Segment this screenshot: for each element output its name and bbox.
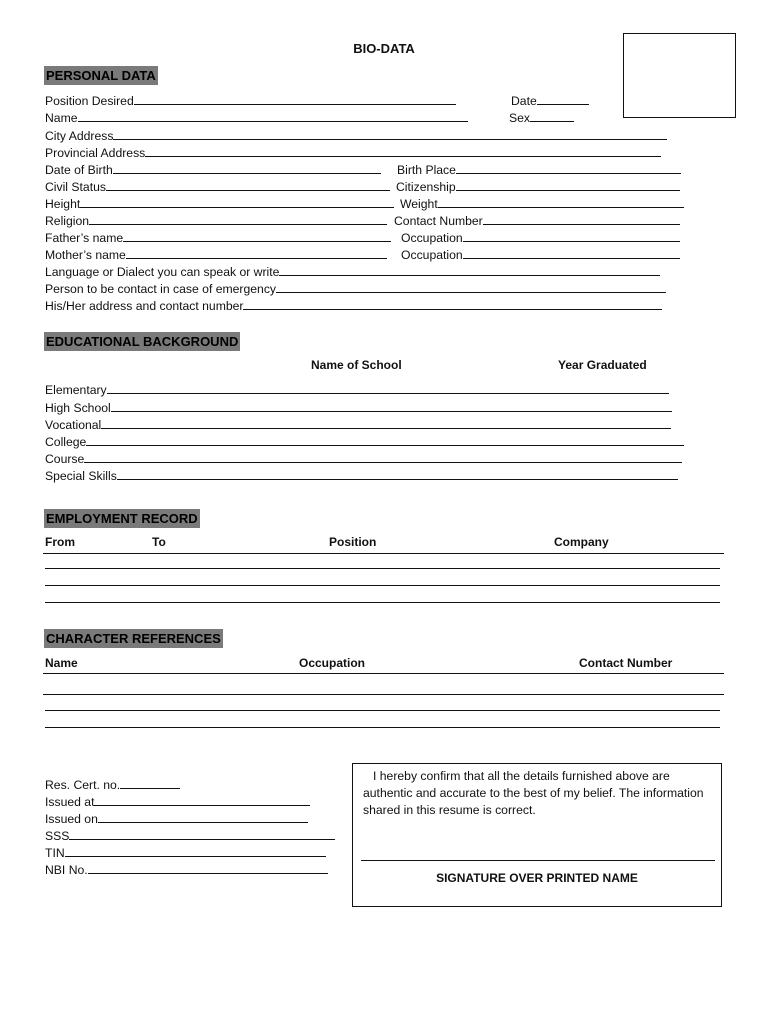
signature-label: SIGNATURE OVER PRINTED NAME <box>436 871 638 885</box>
col-position: Position <box>329 535 377 549</box>
position-desired-field[interactable]: Position Desired <box>45 91 456 108</box>
city-address-field[interactable]: City Address <box>45 126 667 143</box>
page-title: BIO-DATA <box>353 41 415 56</box>
nbi-field[interactable]: NBI No. <box>45 860 328 877</box>
employment-row-line[interactable] <box>45 585 720 586</box>
mother-occupation-field[interactable]: Occupation <box>401 245 680 262</box>
signature-line[interactable] <box>361 860 715 861</box>
date-field[interactable]: Date <box>511 91 589 108</box>
fathers-name-field[interactable]: Father’s name <box>45 228 391 245</box>
col-to: To <box>152 535 166 549</box>
language-field[interactable]: Language or Dialect you can speak or write <box>45 262 660 279</box>
name-field[interactable]: Name <box>45 108 468 125</box>
employment-row-line[interactable] <box>45 602 720 603</box>
sex-field[interactable]: Sex <box>509 108 574 125</box>
height-field[interactable]: Height <box>45 194 394 211</box>
photo-box[interactable] <box>623 33 736 118</box>
section-personal-data: PERSONAL DATA <box>46 68 156 83</box>
section-character-references: CHARACTER REFERENCES <box>46 631 221 646</box>
employment-row-line[interactable] <box>45 568 720 569</box>
issued-on-field[interactable]: Issued on <box>45 809 308 826</box>
sss-field[interactable]: SSS <box>45 826 335 843</box>
citizenship-field[interactable]: Citizenship <box>396 177 680 194</box>
religion-field[interactable]: Religion <box>45 211 387 228</box>
tin-field[interactable]: TIN <box>45 843 326 860</box>
col-name-of-school: Name of School <box>311 358 402 372</box>
issued-at-field[interactable]: Issued at <box>45 792 310 809</box>
vocational-field[interactable]: Vocational <box>45 415 671 432</box>
date-of-birth-field[interactable]: Date of Birth <box>45 160 381 177</box>
confirmation-box <box>352 763 722 907</box>
course-field[interactable]: Course <box>45 449 682 466</box>
res-cert-field[interactable]: Res. Cert. no. <box>45 775 180 792</box>
birth-place-field[interactable]: Birth Place <box>397 160 681 177</box>
special-skills-field[interactable]: Special Skills <box>45 466 678 483</box>
weight-field[interactable]: Weight <box>400 194 684 211</box>
references-row-line[interactable] <box>45 727 720 728</box>
section-employment-record: EMPLOYMENT RECORD <box>46 511 198 526</box>
section-educational-background: EDUCATIONAL BACKGROUND <box>46 334 239 349</box>
references-row-line[interactable] <box>43 694 724 695</box>
emergency-person-field[interactable]: Person to be contact in case of emergency <box>45 279 666 296</box>
elementary-field[interactable]: Elementary <box>45 380 669 397</box>
emergency-address-field[interactable]: His/Her address and contact number <box>45 296 662 313</box>
contact-number-field[interactable]: Contact Number <box>394 211 680 228</box>
provincial-address-field[interactable]: Provincial Address <box>45 143 661 160</box>
civil-status-field[interactable]: Civil Status <box>45 177 390 194</box>
father-occupation-field[interactable]: Occupation <box>401 228 680 245</box>
col-from: From <box>45 535 75 549</box>
col-ref-contact-number: Contact Number <box>579 656 673 670</box>
high-school-field[interactable]: High School <box>45 398 672 415</box>
col-year-graduated: Year Graduated <box>558 358 647 372</box>
college-field[interactable]: College <box>45 432 684 449</box>
confirmation-text: I hereby confirm that all the details furnished above are authentic and accurate to the best of my belief. The information shared in this resume is correct. <box>363 769 704 817</box>
mothers-name-field[interactable]: Mother’s name <box>45 245 387 262</box>
references-row-line[interactable] <box>45 710 720 711</box>
col-ref-occupation: Occupation <box>299 656 366 670</box>
col-company: Company <box>554 535 609 549</box>
references-header-rule <box>43 673 724 674</box>
col-ref-name: Name <box>45 656 78 670</box>
employment-header-rule <box>43 553 724 554</box>
